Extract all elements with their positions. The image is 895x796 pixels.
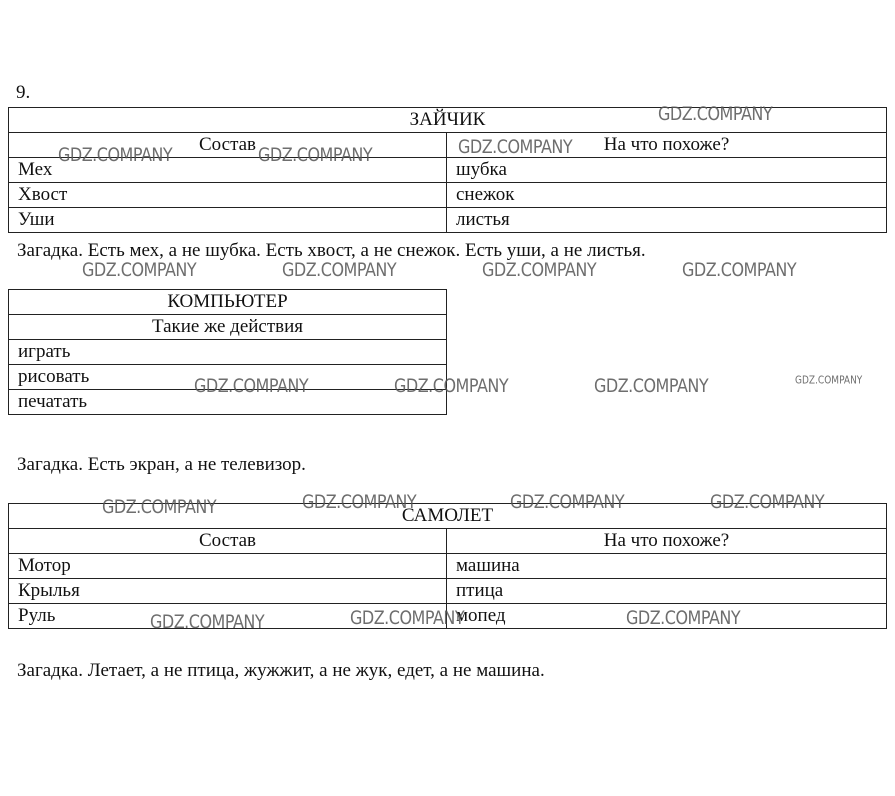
watermark: GDZ.COMPANY xyxy=(795,375,863,387)
watermark: GDZ.COMPANY xyxy=(682,258,797,281)
table-header-row xyxy=(9,133,887,158)
table-cell: Мех xyxy=(9,158,447,183)
computer-riddle: Загадка. Есть экран, а не телевизор. xyxy=(17,454,306,475)
watermark: GDZ.COMPANY xyxy=(710,490,825,513)
plane-table xyxy=(8,503,887,629)
table-cell: рисовать xyxy=(9,365,447,390)
table-cell: листья xyxy=(447,208,887,233)
table-cell: Крылья xyxy=(9,579,447,604)
table-row xyxy=(9,340,447,365)
watermark: GDZ.COMPANY xyxy=(258,143,373,166)
watermark: GDZ.COMPANY xyxy=(510,490,625,513)
table-cell: Мотор xyxy=(9,554,447,579)
watermark: GDZ.COMPANY xyxy=(150,610,265,633)
table-title-row xyxy=(9,504,887,529)
table-row xyxy=(9,208,887,233)
watermark: GDZ.COMPANY xyxy=(302,490,417,513)
bunny-riddle: Загадка. Есть мех, а не шубка. Есть хвост, а не снежок. Есть уши, а не листья. xyxy=(17,240,646,261)
table-row xyxy=(9,579,887,604)
watermark: GDZ.COMPANY xyxy=(594,374,709,397)
table-title-row xyxy=(9,290,447,315)
watermark: GDZ.COMPANY xyxy=(394,374,509,397)
table-row xyxy=(9,183,887,208)
watermark: GDZ.COMPANY xyxy=(658,102,773,125)
table-cell: шубка xyxy=(447,158,887,183)
table-title: КОМПЬЮТЕР xyxy=(9,290,447,315)
computer-table xyxy=(8,289,447,415)
table-cell: птица xyxy=(447,579,887,604)
watermark: GDZ.COMPANY xyxy=(194,374,309,397)
watermark: GDZ.COMPANY xyxy=(102,495,217,518)
table-header-row xyxy=(9,529,887,554)
exercise-number: 9. xyxy=(16,82,31,103)
table-cell: Уши xyxy=(9,208,447,233)
watermark: GDZ.COMPANY xyxy=(482,258,597,281)
plane-riddle: Загадка. Летает, а не птица, жужжит, а не жук, едет, а не машина. xyxy=(17,660,545,681)
table-cell: мопед xyxy=(447,604,887,629)
watermark: GDZ.COMPANY xyxy=(82,258,197,281)
watermark: GDZ.COMPANY xyxy=(58,143,173,166)
table-cell: играть xyxy=(9,340,447,365)
column-header-composition: Состав xyxy=(9,529,447,554)
table-cell: Хвост xyxy=(9,183,447,208)
table-title: ЗАЙЧИК xyxy=(9,108,887,133)
column-header-composition: Состав xyxy=(9,133,447,158)
table-title-row xyxy=(9,108,887,133)
watermark: GDZ.COMPANY xyxy=(282,258,397,281)
table-cell: снежок xyxy=(447,183,887,208)
table-row xyxy=(9,365,447,390)
watermark: GDZ.COMPANY xyxy=(626,606,741,629)
table-row xyxy=(9,604,887,629)
table-cell: печатать xyxy=(9,390,447,415)
column-header-similar: На что похоже? xyxy=(447,529,887,554)
table-row xyxy=(9,158,887,183)
watermark: GDZ.COMPANY xyxy=(458,135,573,158)
table-cell: машина xyxy=(447,554,887,579)
column-header-actions: Такие же действия xyxy=(9,315,447,340)
table-title: САМОЛЕТ xyxy=(9,504,887,529)
table-cell: Руль xyxy=(9,604,447,629)
table-header-row xyxy=(9,315,447,340)
table-row xyxy=(9,390,447,415)
column-header-similar: На что похоже? xyxy=(447,133,887,158)
bunny-table xyxy=(8,107,887,233)
watermark: GDZ.COMPANY xyxy=(350,606,465,629)
table-row xyxy=(9,554,887,579)
